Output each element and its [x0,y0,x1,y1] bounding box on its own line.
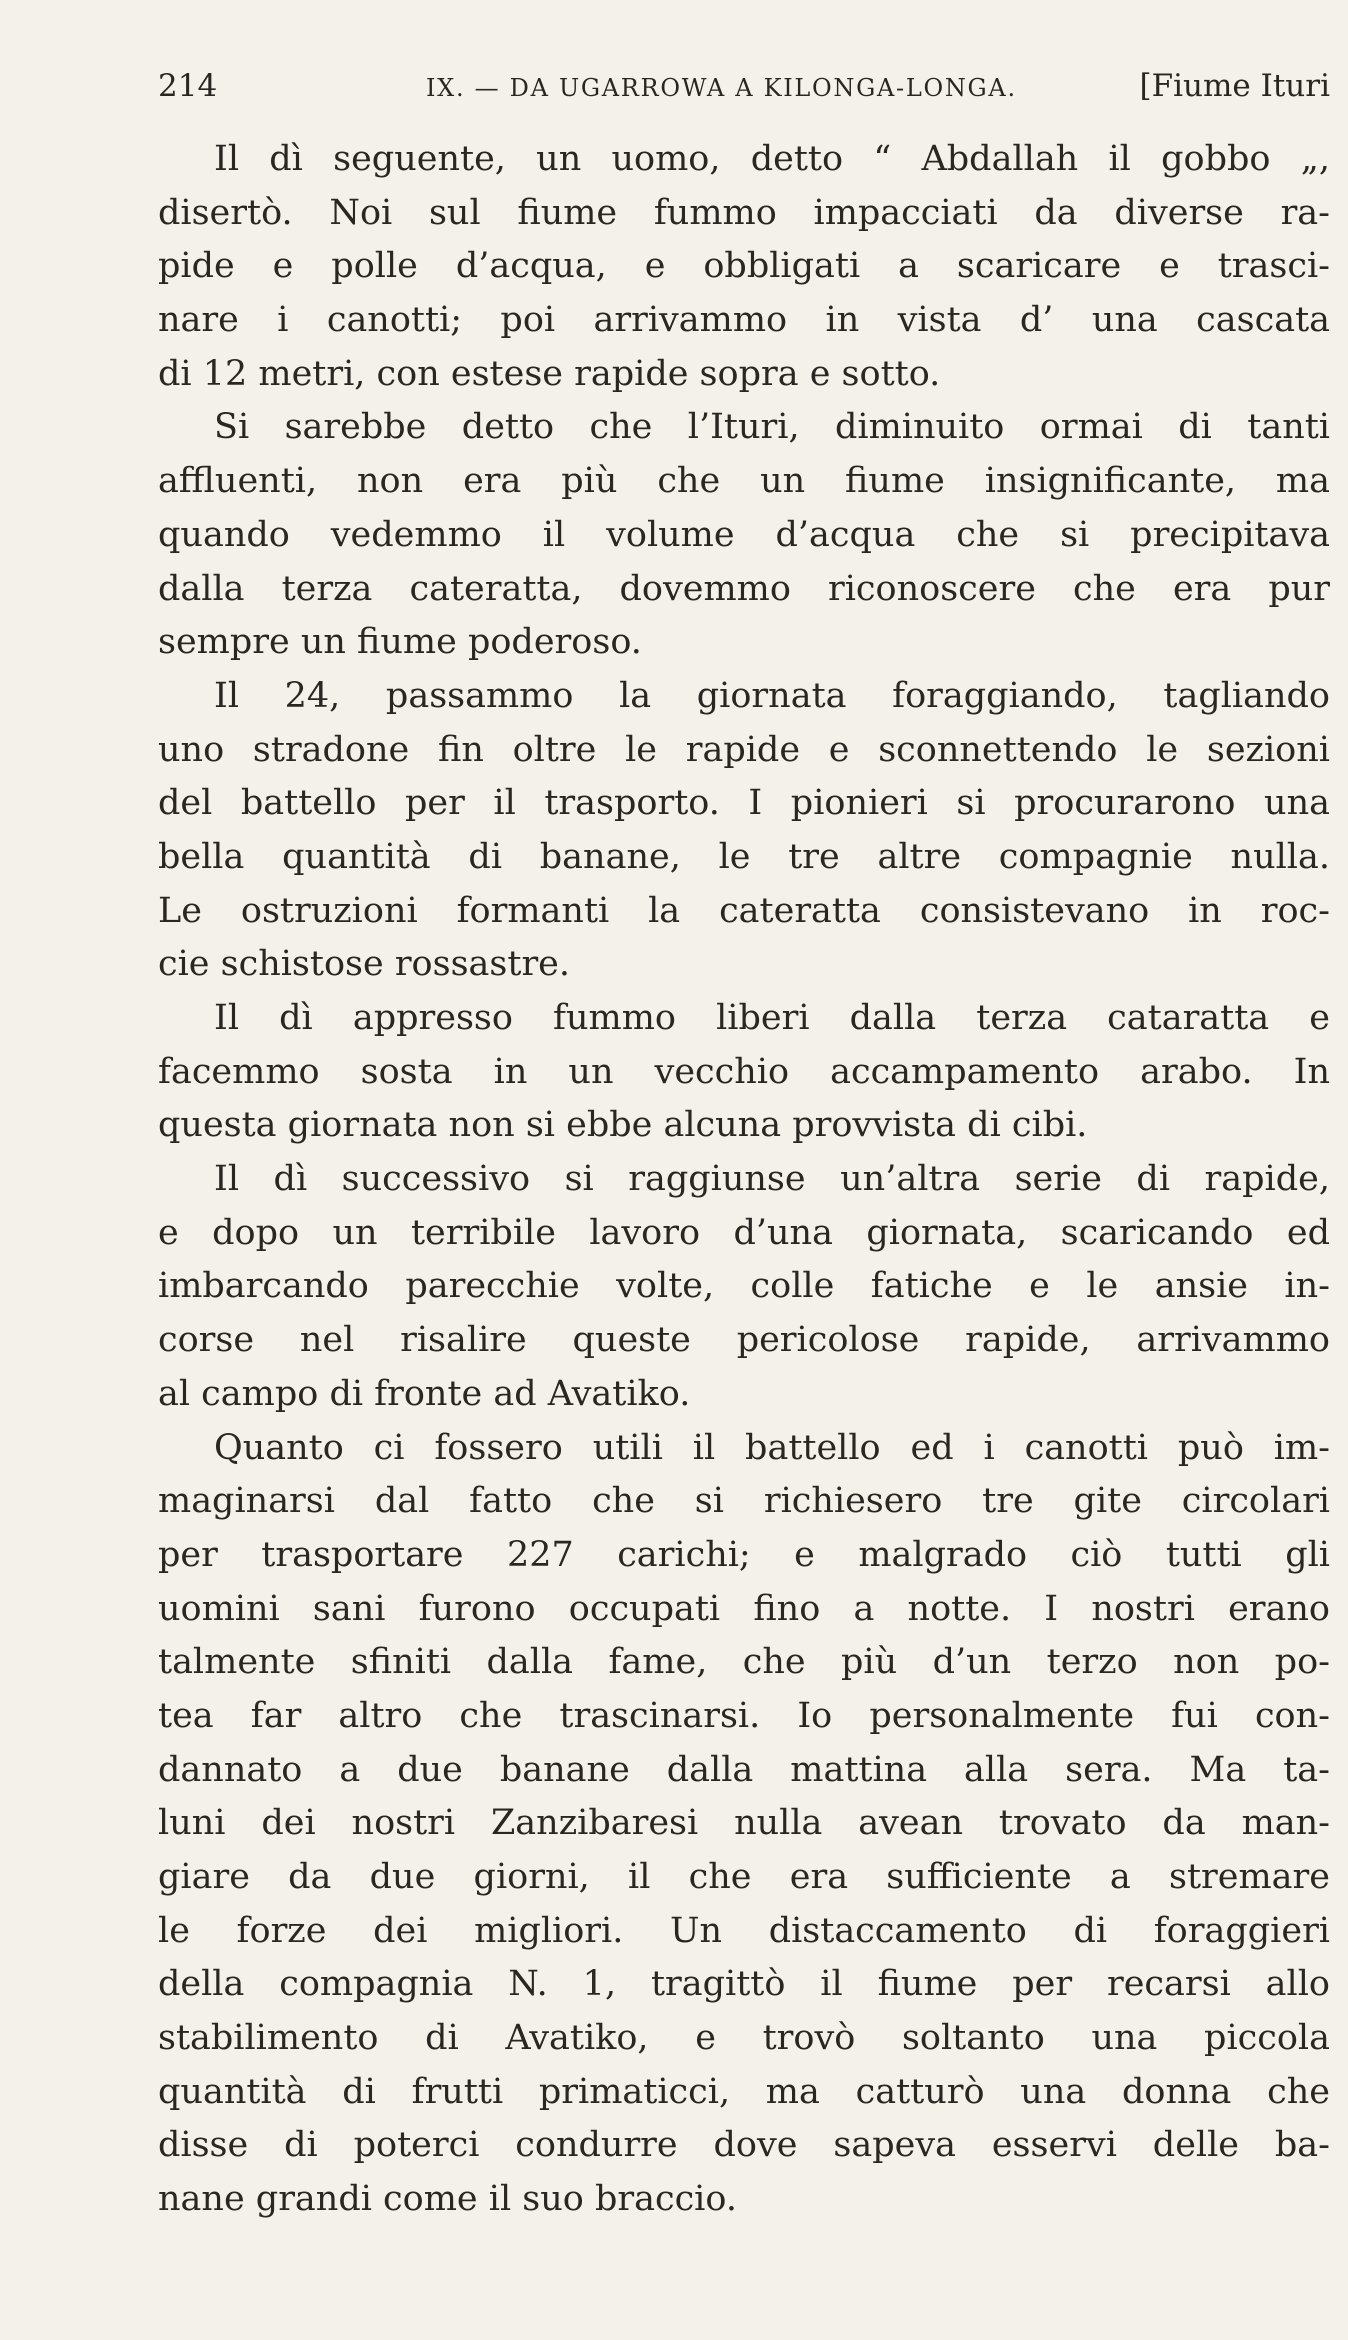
text-line: al campo di fronte ad Avatiko. [158,1373,691,1414]
text-line: Quanto ci fossero utili il battello ed i canotti può im- [214,1427,1330,1468]
section-tag: [Fiume Ituri [1139,68,1330,104]
text-line: giare da due giorni, il che era sufficiente a stremare [158,1857,1330,1897]
text-line: Il 24, passammo la giornata foraggiando, tagliando [214,675,1330,716]
text-line: imbarcando parecchie volte, colle fatiche e le ansie in- [158,1266,1330,1307]
text-line: Il dì seguente, un uomo, detto “ Abdallah il gobbo „, [214,139,1330,179]
text-line: corse nel risalire queste pericolose rapide, arrivammo [158,1320,1330,1361]
body-text [158,133,1330,2227]
text-line: uno stradone fin oltre le rapide e sconnettendo le sezioni [158,729,1330,770]
text-line: luni dei nostri Zanzibaresi nulla avean trovato da man- [158,1803,1330,1844]
text-line: Le ostruzioni formanti la cateratta consistevano in roc- [158,890,1330,931]
text-line: facemmo sosta in un vecchio accampamento arabo. In [158,1051,1330,1092]
text-line: stabilimento di Avatiko, e trovò soltanto una piccola [158,2018,1330,2059]
text-line: sempre un fiume poderoso. [158,622,642,663]
text-line: nare i canotti; poi arrivammo in vista d’ una cascata [158,300,1330,341]
text-line: disse di poterci condurre dove sapeva esservi delle ba- [158,2125,1330,2166]
text-line: della compagnia N. 1, tragittò il fiume per recarsi allo [158,1964,1330,2005]
text-line: maginarsi dal fatto che si richiesero tre gite circolari [158,1481,1330,1522]
text-line: Il dì appresso fummo liberi dalla terza cataratta e [214,998,1330,1038]
text-line: talmente sfiniti dalla fame, che più d’un terzo non po- [158,1642,1330,1683]
text-line: di 12 metri, con estese rapide sopra e sotto. [158,353,941,394]
page-number: 214 [158,68,218,104]
text-line: per trasportare 227 carichi; e malgrado ciò tutti gli [158,1534,1330,1575]
text-line: disertò. Noi sul fiume fummo impacciati da diverse ra- [158,192,1330,233]
running-title: IX. — DA UGARROWA A KILONGA-LONGA. [426,74,1017,102]
text-line: quando vedemmo il volume d’acqua che si precipitava [158,514,1330,555]
text-line: e dopo un terribile lavoro d’una giornata, scaricando ed [158,1212,1330,1253]
text-line: uomini sani furono occupati fino a notte. I nostri erano [158,1588,1330,1629]
text-line: del battello per il trasporto. I pionieri si procurarono una [158,783,1330,824]
text-line: cie schistose rossastre. [158,944,571,985]
text-line: quantità di frutti primaticci, ma catturò una donna che [158,2071,1330,2112]
text-line: Si sarebbe detto che l’Ituri, diminuito ormai di tanti [214,407,1330,448]
text-line: le forze dei migliori. Un distaccamento di foraggieri [158,1910,1330,1951]
text-line: dalla terza cateratta, dovemmo riconoscere che era pur [158,568,1330,609]
text-line: Il dì successivo si raggiunse un’altra serie di rapide, [214,1159,1330,1200]
text-line: tea far altro che trascinarsi. Io personalmente fui con- [158,1695,1330,1736]
text-line: pide e polle d’acqua, e obbligati a scaricare e trasci- [158,246,1330,287]
page-header [158,66,1330,106]
text-line: bella quantità di banane, le tre altre compagnie nulla. [158,836,1330,877]
text-line: affluenti, non era più che un fiume insignificante, ma [158,461,1330,502]
text-line: questa giornata non si ebbe alcuna provvista di cibi. [158,1105,1088,1146]
text-line: dannato a due banane dalla mattina alla sera. Ma ta- [158,1749,1330,1790]
text-line: nane grandi come il suo braccio. [158,2179,737,2220]
